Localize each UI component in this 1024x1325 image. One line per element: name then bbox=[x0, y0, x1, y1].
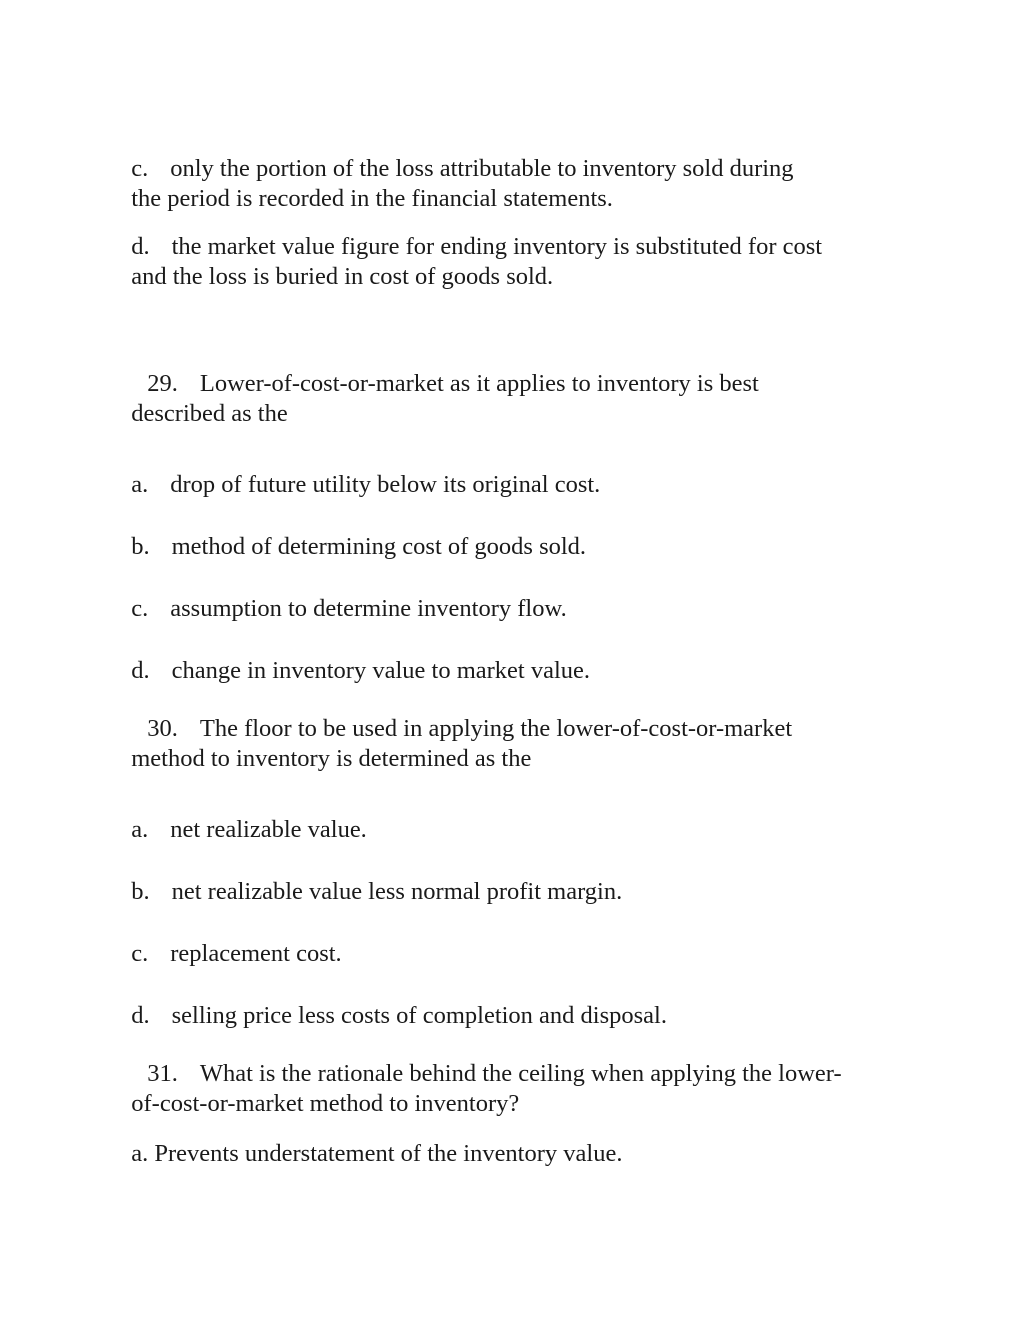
q29-option-c bbox=[119, 564, 567, 624]
option-text: replacement cost. bbox=[170, 940, 342, 967]
question-text-cont: method to inventory is determined as the bbox=[131, 745, 532, 772]
q30-option-a bbox=[119, 785, 367, 845]
question-29-stem-cont bbox=[119, 369, 288, 429]
option-text: change in inventory value to market value. bbox=[171, 657, 591, 684]
option-letter: d. bbox=[131, 657, 150, 684]
option-letter: a. bbox=[131, 471, 149, 498]
option-text: selling price less costs of completion and disposal. bbox=[171, 1002, 667, 1029]
option-text: net realizable value less normal profit margin. bbox=[171, 878, 623, 905]
question-text-cont: of-cost-or-market method to inventory? bbox=[131, 1090, 520, 1117]
question-30-stem-cont bbox=[119, 714, 531, 774]
option-text-cont: the period is recorded in the financial statements. bbox=[131, 185, 613, 212]
option-letter: b. bbox=[131, 878, 150, 905]
q29-option-a bbox=[119, 440, 600, 500]
option-letter: b. bbox=[131, 533, 150, 560]
question-number: 29. bbox=[147, 370, 178, 397]
question-number: 30. bbox=[147, 715, 178, 742]
option-text-cont: and the loss is buried in cost of goods sold. bbox=[131, 263, 554, 290]
q29-option-b bbox=[119, 502, 586, 562]
question-number: 31. bbox=[147, 1060, 178, 1087]
q30-option-d bbox=[119, 971, 667, 1031]
option-text: a. Prevents understatement of the inventory value. bbox=[131, 1140, 623, 1167]
question-text: The floor to be used in applying the lower-of-cost-or-market bbox=[199, 715, 793, 742]
option-letter: c. bbox=[131, 155, 149, 182]
option-letter: d. bbox=[131, 1002, 150, 1029]
option-text: drop of future utility below its original cost. bbox=[170, 471, 601, 498]
option-text: method of determining cost of goods sold. bbox=[171, 533, 587, 560]
q29-option-d bbox=[119, 626, 590, 686]
option-text: assumption to determine inventory flow. bbox=[170, 595, 567, 622]
option-text: the market value figure for ending inventory is substituted for cost bbox=[171, 233, 823, 260]
option-text: net realizable value. bbox=[170, 816, 367, 843]
option-letter: c. bbox=[131, 595, 149, 622]
option-letter: c. bbox=[131, 940, 149, 967]
option-letter: d. bbox=[131, 233, 150, 260]
q31-option-a bbox=[119, 1109, 622, 1169]
prev-option-d-cont bbox=[119, 232, 553, 292]
question-text: Lower-of-cost-or-market as it applies to inventory is best bbox=[199, 370, 759, 397]
option-letter: a. bbox=[131, 816, 149, 843]
q30-option-b bbox=[119, 847, 622, 907]
question-text: What is the rationale behind the ceiling when applying the lower- bbox=[199, 1060, 842, 1087]
q30-option-c bbox=[119, 909, 342, 969]
option-text: only the portion of the loss attributable to inventory sold during bbox=[170, 155, 794, 182]
question-text-cont: described as the bbox=[131, 400, 288, 427]
